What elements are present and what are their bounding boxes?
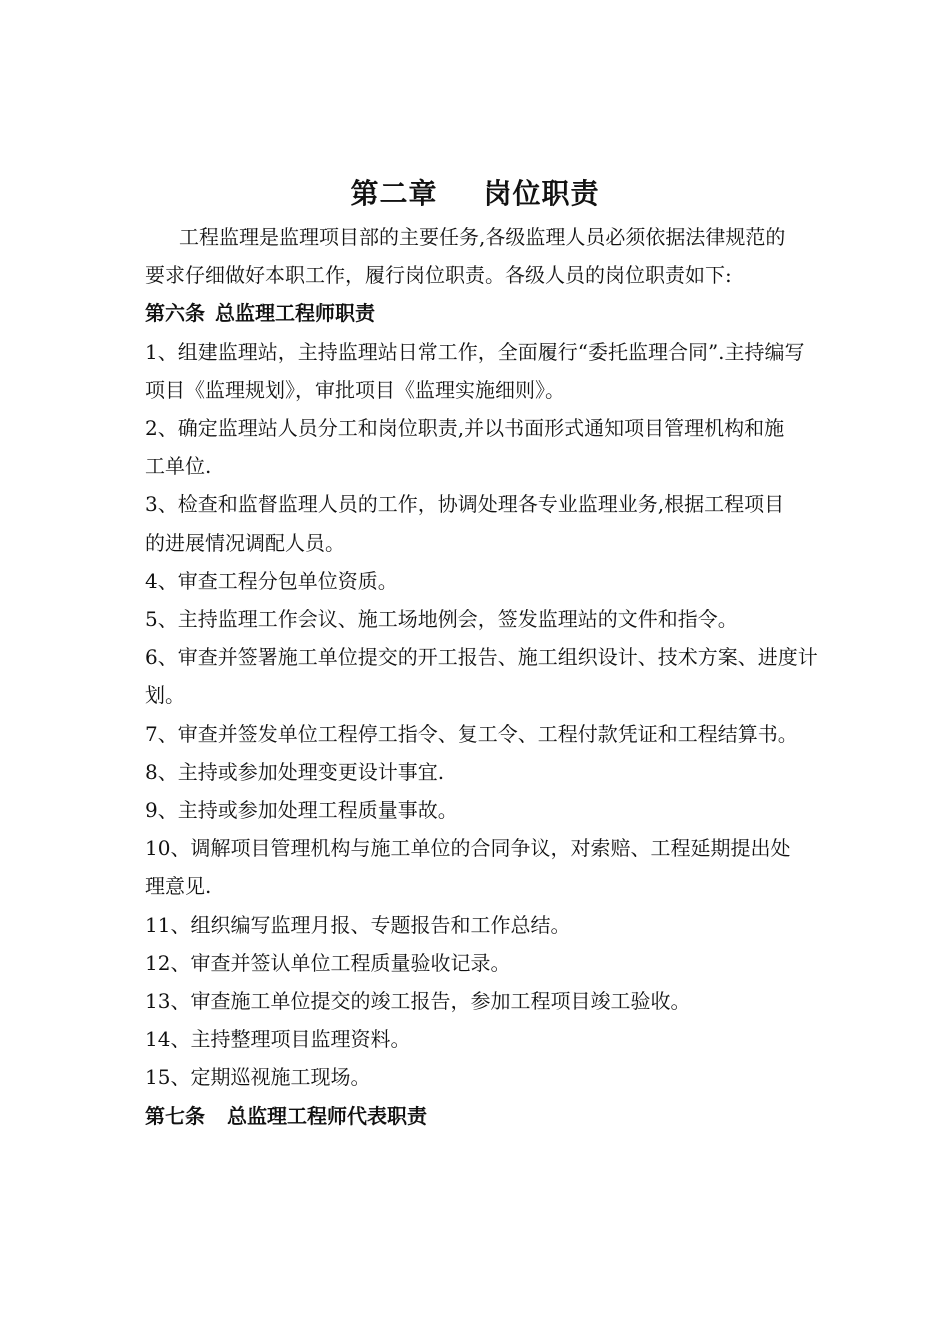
- chapter-number: 第二章: [350, 177, 438, 210]
- duty-item-9: 9、主持或参加处理工程质量事故。: [145, 798, 458, 823]
- duty-item-14: 14、主持整理项目监理资料。: [145, 1027, 411, 1052]
- section-6-heading: [145, 294, 825, 332]
- duty-item-6: 6、审查并签署施工单位提交的开工报告、施工组织设计、技术方案、进度计划。: [145, 645, 818, 708]
- duty-item-10: 10、调解项目管理机构与施工单位的合同争议，对索赔、工程延期提出处理意见.: [145, 836, 791, 899]
- duty-item-13: 13、审查施工单位提交的竣工报告，参加工程项目竣工验收。: [145, 989, 691, 1014]
- duty-item-11: 11、组织编写监理月报、专题报告和工作总结。: [145, 912, 571, 937]
- duty-item-8: 8、主持或参加处理变更设计事宜.: [145, 759, 445, 784]
- duty-item-15: 15、定期巡视施工现场。: [145, 1065, 371, 1090]
- duty-item-7: 7、审查并签发单位工程停工指令、复工令、工程付款凭证和工程结算书。: [145, 721, 798, 746]
- section-6-number: 第六条: [145, 301, 205, 326]
- chapter-name: 岗位职责: [483, 177, 600, 210]
- section-7-heading: [145, 1097, 825, 1135]
- section-7-title: 总监理工程师代表职责: [227, 1103, 427, 1128]
- document-body: [145, 218, 825, 1135]
- duty-item-2: 2、确定监理站人员分工和岗位职责,并以书面形式通知项目管理机构和施工单位.: [145, 416, 785, 479]
- intro-paragraph: 工程监理是监理项目部的主要任务,各级监理人员必须依据法律规范的要求仔细做好本职工作，履行岗位职责。各级人员的岗位职责如下:: [145, 225, 786, 288]
- duty-item-4: 4、审查工程分包单位资质。: [145, 568, 398, 593]
- duty-item-12: 12、审查并签认单位工程质量验收记录。: [145, 950, 511, 975]
- duty-item-1: 1、组建监理站，主持监理站日常工作，全面履行“委托监理合同”.主持编写项目《监理规划》，审批项目《监理实施细则》。: [145, 339, 805, 402]
- section-6-title: 总监理工程师职责: [215, 301, 375, 326]
- chapter-title: [0, 174, 950, 214]
- section-7-number: 第七条: [145, 1103, 205, 1128]
- duty-item-3: 3、检查和监督监理人员的工作，协调处理各专业监理业务,根据工程项目的进展情况调配人员。: [145, 492, 785, 555]
- duty-item-5: 5、主持监理工作会议、施工场地例会，签发监理站的文件和指令。: [145, 607, 738, 632]
